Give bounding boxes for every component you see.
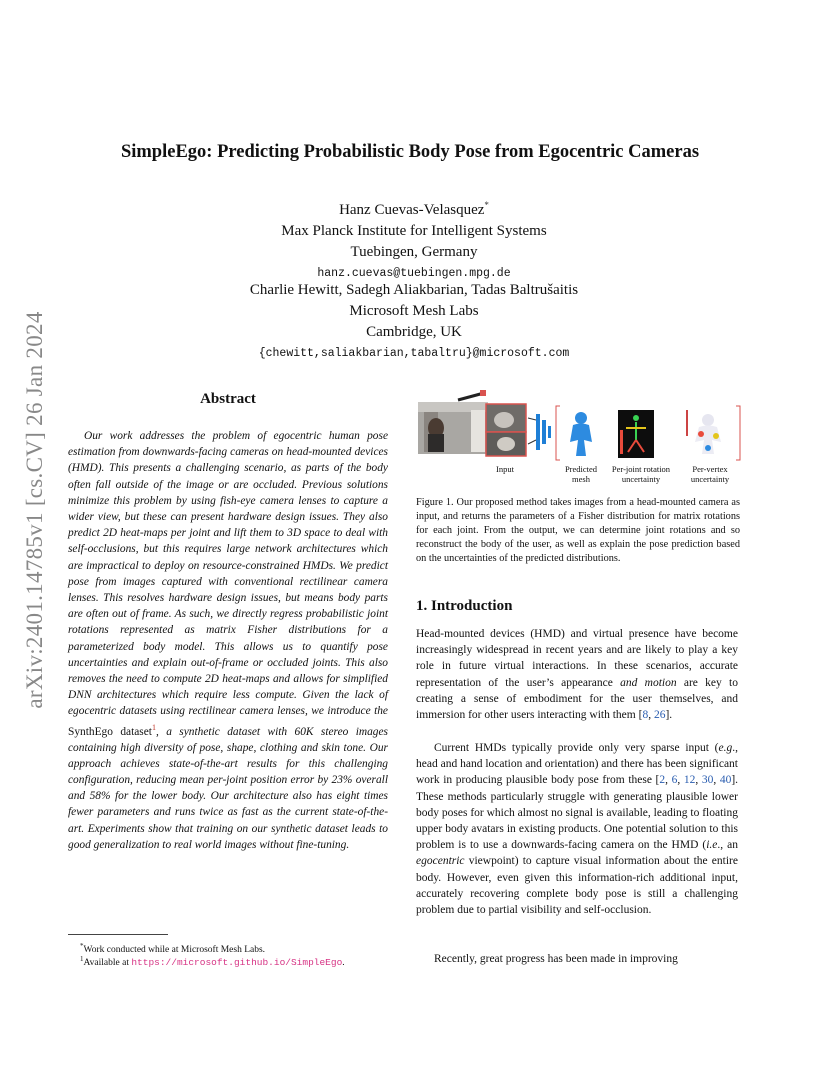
author-block-1 [100, 195, 728, 284]
label-input: Input [496, 464, 514, 474]
figure-1 [416, 390, 742, 486]
paper-title: SimpleEgo: Predicting Probabilistic Body Pose from Egocentric Cameras [120, 142, 700, 162]
network-icon [528, 414, 551, 450]
abstract-heading: Abstract [200, 391, 256, 407]
author-email: hanz.cuevas@tuebingen.mpg.de [317, 267, 511, 280]
figure-caption: Figure 1. Our proposed method takes images from a head-mounted camera as input, and returns the parameters of a Fisher distribution for matrix rotations for each joint. From the output, we can determine joint rotations and so reconstruct the body of the user, as well as explain the pose prediction based on the uncertainties of the predicted distributions. [416, 497, 740, 564]
arxiv-identifier-stamp: arXiv:2401.14785v1 [cs.CV] 26 Jan 2024 [22, 311, 47, 709]
stereo-input-images [486, 404, 526, 456]
vertex-uncertainty-figure [686, 410, 721, 454]
citation-link[interactable]: 8 [642, 709, 649, 722]
intro-paragraph-3: Recently, great progress has been made in improving [434, 953, 678, 965]
section-heading: 1. Introduction [416, 598, 513, 614]
footnote-2: $^1$Available at https://microsoft.github.io/SimpleEgo. [80, 955, 345, 969]
citation-link[interactable]: 40 [719, 774, 732, 787]
input-photo [418, 402, 488, 454]
author-block-2 [100, 280, 728, 364]
author-institution: Max Planck Institute for Intelligent Systems [281, 223, 547, 239]
abstract-text: Our work addresses the problem of egocentric human pose estimation from downwards-facing cameras on head-mounted devices (HMD). This presents a challenging scenario, as parts of the body often fall outside of the image or are occluded. Previous solutions minimize this problem by using fish-eye camera lenses to capture a wider view, but these can present hardware design issues. They also predict 2D heat-maps per joint and lift them to 3D space to deal with self-occlusions, but this requires large network architectures which are impractical to deploy on resource-constrained HMDs. We predict pose from images captured with conventional rectilinear camera lenses. This resolves hardware design issues, but means body parts are often out of frame. As such, we directly regress probabilistic joint rotations represented as matrix Fisher distributions for a parameterized body model. This allows us to quantify pose uncertainties and explain out-of-frame or occluded joints. This also removes the need to compute 2D heat-maps and allows for simplified DNN architectures which require less compute. Given the lack of egocentric datasets using rectilinear camera lenses, we introduce the SynthEgo dataset$^1$, a synthetic dataset with 60K stereo images containing high diversity of pose, shape, clothing and skin tone. Our approach achieves state-of-the-art results for this challenging configuration, reducing mean per-joint position error by 23% overall and 58% for the lower body. Our architecture also has eight times fewer parameters and runs twice as fast as the current state-of-the-art. Experiments show that training on our synthetic dataset leads to good generalization to real world images without fine-tuning. [68, 430, 388, 851]
citation-link[interactable]: 26 [653, 709, 666, 722]
author-name: Hanz Cuevas-Velasquez* [339, 200, 489, 218]
author-institution: Microsoft Mesh Labs [349, 303, 479, 319]
footnote-mark[interactable]: 1 [151, 722, 156, 732]
citation-link[interactable]: 12 [683, 774, 696, 787]
footnote-1: *Work conducted while at Microsoft Mesh Labs. [80, 942, 266, 956]
footnote-rule [68, 934, 168, 935]
intro-paragraph-2: Current HMDs typically provide only very sparse input (e.g., head and hand location and orientation) and there has been significant work in producing plausible body pose from these [2, 6, 12, 30, 40]. These methods particularly struggle with generating plausible lower body poses for which almost no signal is available, leading to floating upper body avatars in existing products. One potential solution to this problem is to use a downwards-facing camera on the HMD (i.e., an egocentric viewpoint) to capture visual information about the entire body. However, even given this information-rich additional input, accurately recovering complete body pose is still a challenging problem due to partial visibility and self-occlusion. [416, 742, 739, 917]
label-vertex-uncertainty: Per-vertex uncertainty [690, 464, 730, 484]
author-location: Tuebingen, Germany [350, 244, 478, 260]
intro-paragraph-1: Head-mounted devices (HMD) and virtual presence have become increasingly widespread in recent years and are likely to play a key role in future virtual interactions. In these scenarios, accurate representation of the user’s appearance and motion are key to creating a sense of embodiment for the user themselves, and immersion for other users interacting with them [8, 26]. [416, 628, 739, 722]
author-names: Charlie Hewitt, Sadegh Aliakbarian, Tadas Baltrušaitis [249, 282, 579, 298]
citation-link[interactable]: 6 [671, 774, 678, 787]
author-location: Cambridge, UK [366, 324, 462, 340]
label-predicted-mesh: Predicted mesh [564, 464, 598, 484]
citation-link[interactable]: 30 [701, 774, 714, 787]
label-joint-uncertainty: Per-joint rotation uncertainty [611, 464, 671, 484]
author-email: {chewitt,saliakbarian,tabaltru}@microsoft.com [258, 347, 570, 360]
citation-link[interactable]: 2 [659, 774, 666, 787]
joint-uncertainty-panel [618, 410, 654, 458]
dataset-link[interactable]: https://microsoft.github.io/SimpleEgo [131, 957, 343, 969]
hmd-camera-icon [458, 390, 486, 400]
predicted-mesh-figure [570, 412, 592, 456]
dataset-name: SynthEgo dataset [68, 725, 152, 738]
